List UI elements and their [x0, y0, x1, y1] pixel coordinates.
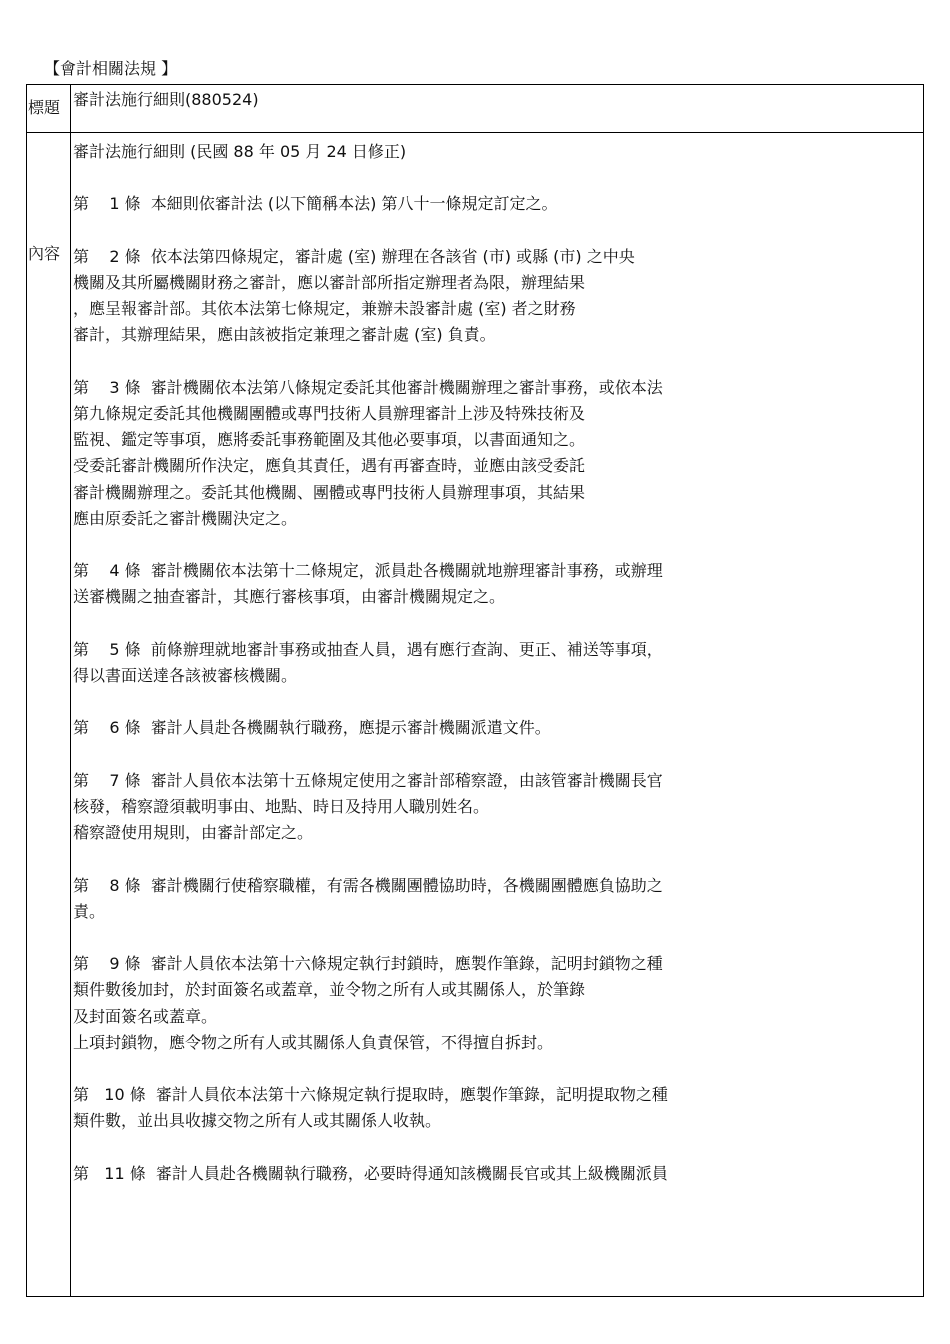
- article-paragraph: [73, 715, 923, 741]
- article-paragraph: [73, 768, 923, 847]
- content-line: 應由原委託之審計機關決定之。: [73, 508, 298, 528]
- content-row: [27, 133, 924, 1297]
- article-paragraph: [73, 244, 923, 349]
- content-line: 上項封鎖物，應令物之所有人或其關係人負責保管，不得擅自拆封。: [73, 1032, 554, 1052]
- content-line: 第 5 條 前條辦理就地審計事務或抽查人員，遇有應行查詢、更正、補送等事項，: [73, 639, 663, 659]
- article-paragraph: [73, 1161, 923, 1187]
- content-line: 監視、鑑定等事項，應將委託事務範圍及其他必要事項，以書面通知之。: [73, 430, 586, 450]
- content-line: 審計法施行細則 (民國 88 年 05 月 24 日修正): [73, 142, 407, 161]
- article-paragraph: [73, 139, 923, 165]
- content-line: 及封面簽名或蓋章。: [73, 1006, 218, 1026]
- content-line: 第 9 條 審計人員依本法第十六條規定執行封鎖時，應製作筆錄，記明封鎖物之種: [73, 954, 663, 974]
- content-line: 第 6 條 審計人員赴各機關執行職務，應提示審計機關派遣文件。: [73, 718, 551, 738]
- title-row: [27, 85, 924, 133]
- content-line: 審計機關辦理之。委託其他機關、團體或專門技術人員辦理事項，其結果: [73, 482, 586, 502]
- content-line: 得以書面送達各該被審核機關。: [73, 665, 298, 685]
- content-line: 類件數，並出具收據交物之所有人或其關係人收執。: [73, 1111, 442, 1131]
- content-line: ，應呈報審計部。其依本法第七條規定，兼辦未設審計處 (室) 者之財務: [73, 299, 576, 319]
- article-paragraph: [73, 873, 923, 925]
- title-label: 標題: [28, 98, 61, 117]
- content-line: 第九條規定委託其他機關團體或專門技術人員辦理審計上涉及特殊技術及: [73, 403, 586, 423]
- section-header: 【會計相關法規 】: [44, 59, 178, 78]
- content-line: 第 4 條 審計機關依本法第十二條規定，派員赴各機關就地辦理審計事務，或辦理: [73, 561, 663, 581]
- regulation-table: [26, 84, 924, 1297]
- article-paragraph: [73, 191, 923, 217]
- content-line: 責。: [73, 901, 106, 921]
- regulation-content: [71, 133, 923, 1187]
- content-label-cell: [27, 133, 71, 1297]
- article-paragraph: [73, 375, 923, 532]
- content-line: 第 8 條 審計機關行使稽察職權，有需各機關團體協助時，各機關團體應負協助之: [73, 875, 663, 895]
- content-line: 第 11 條 審計人員赴各機關執行職務，必要時得通知該機關長官或其上級機關派員: [73, 1163, 668, 1183]
- title-label-cell: [27, 85, 71, 133]
- article-paragraph: [73, 951, 923, 1056]
- content-line: 審計，其辦理結果，應由該被指定兼理之審計處 (室) 負責。: [73, 325, 496, 345]
- content-line: 第 1 條 本細則依審計法 (以下簡稱本法) 第八十一條規定訂定之。: [73, 194, 558, 214]
- content-line: 送審機關之抽查審計，其應行審核事項，由審計機關規定之。: [73, 587, 506, 607]
- content-line: 類件數後加封，於封面簽名或蓋章，並令物之所有人或其關係人，於筆錄: [73, 980, 586, 1000]
- content-label: 內容: [28, 244, 61, 263]
- regulation-title: 審計法施行細則(880524): [73, 90, 259, 109]
- content-line: 第 10 條 審計人員依本法第十六條規定執行提取時，應製作筆錄，記明提取物之種: [73, 1085, 668, 1105]
- content-line: 第 3 條 審計機關依本法第八條規定委託其他審計機關辦理之審計事務，或依本法: [73, 377, 663, 397]
- content-line: 第 7 條 審計人員依本法第十五條規定使用之審計部稽察證，由該管審計機關長官: [73, 770, 663, 790]
- content-line: 第 2 條 依本法第四條規定，審計處 (室) 辦理在各該省 (市) 或縣 (市) 之中央: [73, 246, 635, 266]
- title-cell: [71, 85, 924, 133]
- content-line: 核發，稽察證須載明事由、地點、時日及持用人職別姓名。: [73, 796, 490, 816]
- article-paragraph: [73, 1082, 923, 1134]
- content-cell: [71, 133, 924, 1297]
- article-paragraph: [73, 637, 923, 689]
- content-line: 受委託審計機關所作決定，應負其責任，遇有再審查時，並應由該受委託: [73, 456, 586, 476]
- content-line: 機關及其所屬機關財務之審計，應以審計部所指定辦理者為限，辦理結果: [73, 272, 586, 292]
- content-line: 稽察證使用規則，由審計部定之。: [73, 823, 314, 843]
- article-paragraph: [73, 558, 923, 610]
